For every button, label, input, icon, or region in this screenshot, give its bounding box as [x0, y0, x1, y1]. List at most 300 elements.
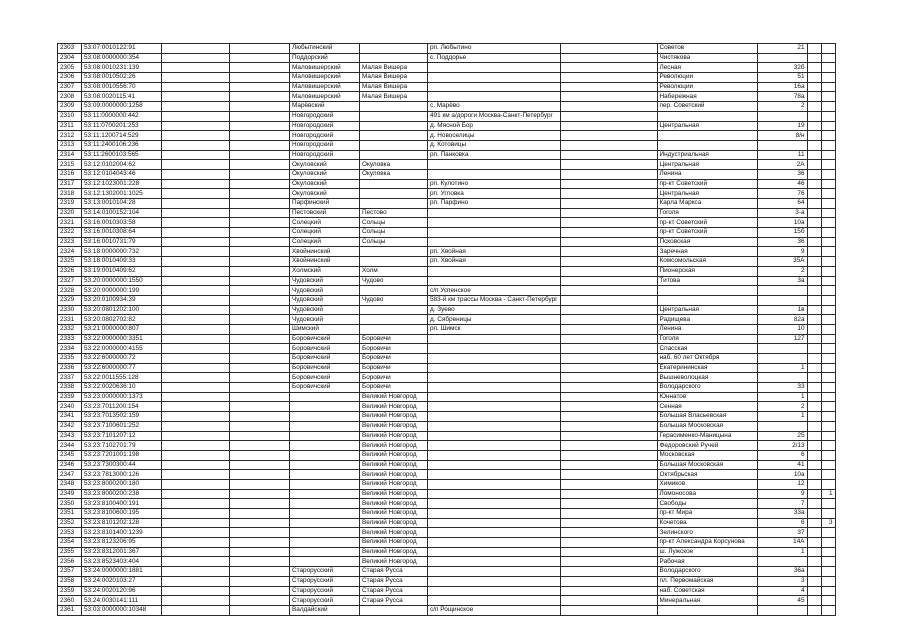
city-cell — [360, 111, 428, 121]
city-cell: Малая Вишера — [360, 92, 428, 102]
extra-cell — [821, 247, 835, 257]
table-row — [58, 295, 836, 305]
row-number-cell: 2354 — [58, 538, 82, 548]
extra-cell — [807, 169, 821, 179]
table-row — [58, 596, 836, 606]
district-cell: Новгородский — [290, 131, 360, 141]
city-cell: Боровичи — [360, 363, 428, 373]
extra-cell — [807, 92, 821, 102]
district-cell: Чудовский — [290, 305, 360, 315]
street-cell: Чистякова — [657, 53, 757, 63]
blank-cell — [560, 92, 657, 102]
settlement-cell — [428, 218, 561, 228]
extra-cell — [807, 586, 821, 596]
table-row — [58, 383, 836, 393]
row-number-cell: 2357 — [58, 567, 82, 577]
district-cell: Чудовский — [290, 315, 360, 325]
row-number-cell: 2328 — [58, 286, 82, 296]
table-row — [58, 150, 836, 160]
row-number-cell: 2342 — [58, 421, 82, 431]
street-cell: Екатерининская — [657, 363, 757, 373]
extra-cell — [821, 334, 835, 344]
street-cell — [657, 131, 757, 141]
district-cell: Новгородский — [290, 111, 360, 121]
district-cell — [290, 392, 360, 402]
blank-cell — [560, 102, 657, 112]
blank-cell — [162, 131, 230, 141]
street-cell — [657, 286, 757, 296]
street-cell: Октябрьская — [657, 470, 757, 480]
street-cell: Спасская — [657, 344, 757, 354]
extra-cell — [807, 121, 821, 131]
blank-cell — [560, 354, 657, 364]
cadastral-number-cell: 53:23:8312001:367 — [82, 547, 162, 557]
cadastral-number-cell: 53:20:0801202:100 — [82, 305, 162, 315]
extra-cell — [807, 596, 821, 606]
table-row — [58, 121, 836, 131]
row-number-cell: 2330 — [58, 305, 82, 315]
table-row — [58, 131, 836, 141]
blank-cell — [560, 460, 657, 470]
city-cell — [360, 121, 428, 131]
cadastral-number-cell: 53:08:0010502:26 — [82, 73, 162, 83]
district-cell — [290, 509, 360, 519]
blank-cell — [230, 567, 290, 577]
row-number-cell: 2317 — [58, 179, 82, 189]
blank-cell — [162, 412, 230, 422]
cadastral-number-cell: 53:11:0700201:253 — [82, 121, 162, 131]
district-cell: Старорусский — [290, 596, 360, 606]
house-number-cell: 46 — [757, 179, 807, 189]
extra-cell — [821, 131, 835, 141]
city-cell — [360, 257, 428, 267]
table-row — [58, 53, 836, 63]
extra-cell — [807, 431, 821, 441]
blank-cell — [560, 479, 657, 489]
house-number-cell: 35А — [757, 257, 807, 267]
blank-cell — [162, 528, 230, 538]
blank-cell — [230, 412, 290, 422]
blank-cell — [560, 324, 657, 334]
district-cell: Поддорский — [290, 53, 360, 63]
row-number-cell: 2310 — [58, 111, 82, 121]
cadastral-number-cell: 53:23:7011200:154 — [82, 402, 162, 412]
blank-cell — [230, 605, 290, 615]
house-number-cell: 127 — [757, 334, 807, 344]
table-row — [58, 499, 836, 509]
extra-cell — [807, 412, 821, 422]
table-row — [58, 363, 836, 373]
settlement-cell — [428, 402, 561, 412]
blank-cell — [230, 140, 290, 150]
blank-cell — [230, 383, 290, 393]
blank-cell — [230, 441, 290, 451]
cadastral-number-cell: 53:14:0100152:104 — [82, 208, 162, 218]
cadastral-number-cell: 53:23:8100600:195 — [82, 509, 162, 519]
settlement-cell — [428, 73, 561, 83]
row-number-cell: 2327 — [58, 276, 82, 286]
city-cell: Великий Новгород — [360, 441, 428, 451]
blank-cell — [162, 189, 230, 199]
blank-cell — [230, 169, 290, 179]
blank-cell — [162, 295, 230, 305]
extra-cell — [807, 247, 821, 257]
row-number-cell: 2338 — [58, 383, 82, 393]
cadastral-number-cell: 53:24:0020120:96 — [82, 586, 162, 596]
settlement-cell — [428, 237, 561, 247]
row-number-cell: 2303 — [58, 44, 82, 54]
extra-cell — [821, 315, 835, 325]
extra-cell — [821, 286, 835, 296]
table-row — [58, 576, 836, 586]
blank-cell — [230, 247, 290, 257]
blank-cell — [162, 150, 230, 160]
district-cell: Маловишерский — [290, 73, 360, 83]
street-cell: Герасименко-Маницына — [657, 431, 757, 441]
settlement-cell — [428, 63, 561, 73]
cadastral-number-cell: 53:08:0010556:70 — [82, 82, 162, 92]
blank-cell — [230, 150, 290, 160]
table-row — [58, 421, 836, 431]
cadastral-number-cell: 53:24:0020103:27 — [82, 576, 162, 586]
house-number-cell: 12 — [757, 479, 807, 489]
settlement-cell — [428, 383, 561, 393]
cadastral-number-cell: 53:23:8000200:238 — [82, 489, 162, 499]
table-row — [58, 218, 836, 228]
settlement-cell — [428, 470, 561, 480]
extra-cell — [807, 218, 821, 228]
city-cell: Старая Русса — [360, 567, 428, 577]
blank-cell — [560, 266, 657, 276]
blank-cell — [230, 518, 290, 528]
street-cell: пер. Советский — [657, 102, 757, 112]
street-cell: пл. Первомайская — [657, 576, 757, 586]
city-cell: Боровичи — [360, 354, 428, 364]
row-number-cell: 2356 — [58, 557, 82, 567]
table-row — [58, 111, 836, 121]
blank-cell — [162, 596, 230, 606]
city-cell: Великий Новгород — [360, 460, 428, 470]
district-cell — [290, 499, 360, 509]
extra-cell — [807, 441, 821, 451]
city-cell: Окуловка — [360, 169, 428, 179]
blank-cell — [162, 363, 230, 373]
extra-cell — [807, 528, 821, 538]
table-row — [58, 189, 836, 199]
blank-cell — [560, 402, 657, 412]
row-number-cell: 2316 — [58, 169, 82, 179]
blank-cell — [162, 44, 230, 54]
city-cell: Великий Новгород — [360, 528, 428, 538]
house-number-cell: 3а — [757, 276, 807, 286]
city-cell: Великий Новгород — [360, 402, 428, 412]
cadastral-number-cell: 53:19:0010409:62 — [82, 266, 162, 276]
blank-cell — [162, 373, 230, 383]
row-number-cell: 2333 — [58, 334, 82, 344]
house-number-cell — [757, 354, 807, 364]
row-number-cell: 2334 — [58, 344, 82, 354]
house-number-cell: 14А — [757, 538, 807, 548]
house-number-cell: 4 — [757, 586, 807, 596]
settlement-cell — [428, 344, 561, 354]
district-cell: Окуловский — [290, 189, 360, 199]
house-number-cell — [757, 605, 807, 615]
extra-cell — [807, 354, 821, 364]
district-cell: Боровичский — [290, 354, 360, 364]
extra-cell — [821, 460, 835, 470]
settlement-cell — [428, 392, 561, 402]
city-cell — [360, 150, 428, 160]
district-cell — [290, 557, 360, 567]
blank-cell — [162, 237, 230, 247]
blank-cell — [560, 53, 657, 63]
row-number-cell: 2337 — [58, 373, 82, 383]
table-row — [58, 228, 836, 238]
street-cell: Вышневолоцкая — [657, 373, 757, 383]
row-number-cell: 2332 — [58, 324, 82, 334]
extra-cell — [821, 92, 835, 102]
blank-cell — [230, 509, 290, 519]
extra-cell — [807, 557, 821, 567]
settlement-cell: рп. Панковка — [428, 150, 561, 160]
street-cell: Набережная — [657, 92, 757, 102]
district-cell — [290, 547, 360, 557]
extra-cell — [807, 547, 821, 557]
row-number-cell: 2347 — [58, 470, 82, 480]
house-number-cell: 33а — [757, 509, 807, 519]
blank-cell — [162, 73, 230, 83]
settlement-cell — [428, 363, 561, 373]
city-cell — [360, 102, 428, 112]
house-number-cell — [757, 140, 807, 150]
extra-cell — [807, 102, 821, 112]
street-cell: Зелинского — [657, 528, 757, 538]
blank-cell — [560, 450, 657, 460]
settlement-cell: д. Новоселицы — [428, 131, 561, 141]
street-cell: Центральная — [657, 305, 757, 315]
extra-cell — [821, 576, 835, 586]
blank-cell — [230, 470, 290, 480]
settlement-cell: рп. Угловка — [428, 189, 561, 199]
blank-cell — [230, 102, 290, 112]
cadastral-number-cell: 53:23:7102701:79 — [82, 441, 162, 451]
street-cell — [657, 605, 757, 615]
blank-cell — [162, 402, 230, 412]
settlement-cell — [428, 92, 561, 102]
table-row — [58, 199, 836, 209]
extra-cell — [821, 276, 835, 286]
extra-cell — [807, 131, 821, 141]
street-cell: Большая Московская — [657, 421, 757, 431]
street-cell: Лесная — [657, 63, 757, 73]
extra-cell — [821, 509, 835, 519]
table-row — [58, 334, 836, 344]
row-number-cell: 2345 — [58, 450, 82, 460]
extra-cell — [821, 189, 835, 199]
house-number-cell — [757, 557, 807, 567]
district-cell: Боровичский — [290, 363, 360, 373]
cadastral-number-cell: 53:23:7100601:252 — [82, 421, 162, 431]
blank-cell — [162, 441, 230, 451]
city-cell: Великий Новгород — [360, 421, 428, 431]
street-cell: Карла Маркса — [657, 199, 757, 209]
district-cell — [290, 518, 360, 528]
row-number-cell: 2321 — [58, 218, 82, 228]
district-cell: Новгородский — [290, 150, 360, 160]
cadastral-number-cell: 53:16:0010303:58 — [82, 218, 162, 228]
cadastral-number-cell: 53:08:0020115:41 — [82, 92, 162, 102]
blank-cell — [162, 518, 230, 528]
city-cell: Великий Новгород — [360, 509, 428, 519]
table-row — [58, 450, 836, 460]
house-number-cell: 15б — [757, 228, 807, 238]
cadastral-number-cell: 53:09:0000000:1258 — [82, 102, 162, 112]
cadastral-number-cell: 53:23:0000000:1373 — [82, 392, 162, 402]
settlement-cell — [428, 266, 561, 276]
cadastral-number-cell: 53:22:0000000:3351 — [82, 334, 162, 344]
table-row — [58, 92, 836, 102]
extra-cell — [807, 324, 821, 334]
blank-cell — [230, 596, 290, 606]
table-row — [58, 373, 836, 383]
blank-cell — [560, 315, 657, 325]
extra-cell — [821, 470, 835, 480]
cadastral-number-cell: 53:23:8100400:191 — [82, 499, 162, 509]
extra-cell — [807, 576, 821, 586]
street-cell: наб. 60 лет Октября — [657, 354, 757, 364]
table-row — [58, 557, 836, 567]
blank-cell — [560, 189, 657, 199]
settlement-cell — [428, 441, 561, 451]
cadastral-number-cell: 53:11:1200714:529 — [82, 131, 162, 141]
blank-cell — [560, 334, 657, 344]
city-cell: Великий Новгород — [360, 499, 428, 509]
house-number-cell: 36а — [757, 567, 807, 577]
cadastral-number-cell: 53:23:7813000:126 — [82, 470, 162, 480]
settlement-cell: рп. Любытино — [428, 44, 561, 54]
blank-cell — [560, 218, 657, 228]
row-number-cell: 2304 — [58, 53, 82, 63]
row-number-cell: 2361 — [58, 605, 82, 615]
city-cell — [360, 286, 428, 296]
extra-cell — [821, 73, 835, 83]
table-row — [58, 160, 836, 170]
blank-cell — [230, 295, 290, 305]
blank-cell — [162, 421, 230, 431]
street-cell: Радищева — [657, 315, 757, 325]
blank-cell — [162, 179, 230, 189]
blank-cell — [560, 586, 657, 596]
extra-cell — [807, 305, 821, 315]
blank-cell — [560, 363, 657, 373]
row-number-cell: 2306 — [58, 73, 82, 83]
blank-cell — [560, 247, 657, 257]
house-number-cell — [757, 344, 807, 354]
house-number-cell: 2 — [757, 402, 807, 412]
house-number-cell: 6 — [757, 450, 807, 460]
city-cell: Боровичи — [360, 334, 428, 344]
row-number-cell: 2351 — [58, 509, 82, 519]
blank-cell — [560, 111, 657, 121]
street-cell: Ленина — [657, 324, 757, 334]
blank-cell — [560, 286, 657, 296]
district-cell: Парфинский — [290, 199, 360, 209]
house-number-cell: 10а — [757, 470, 807, 480]
district-cell: Маловишерский — [290, 63, 360, 73]
row-number-cell: 2312 — [58, 131, 82, 141]
row-number-cell: 2326 — [58, 266, 82, 276]
city-cell: Великий Новгород — [360, 538, 428, 548]
settlement-cell — [428, 547, 561, 557]
blank-cell — [230, 499, 290, 509]
blank-cell — [560, 73, 657, 83]
city-cell — [360, 199, 428, 209]
house-number-cell: 2А — [757, 160, 807, 170]
city-cell: Боровичи — [360, 373, 428, 383]
street-cell: Кочетова — [657, 518, 757, 528]
row-number-cell: 2355 — [58, 547, 82, 557]
house-number-cell: 16а — [757, 82, 807, 92]
extra-cell — [821, 208, 835, 218]
blank-cell — [162, 460, 230, 470]
street-cell: Минеральная — [657, 596, 757, 606]
blank-cell — [230, 92, 290, 102]
blank-cell — [560, 121, 657, 131]
district-cell — [290, 460, 360, 470]
cadastral-number-cell: 53:12:0104043:46 — [82, 169, 162, 179]
district-cell: Хвойнинский — [290, 247, 360, 257]
street-cell: Гоголя — [657, 208, 757, 218]
blank-cell — [560, 305, 657, 315]
table-row — [58, 538, 836, 548]
house-number-cell — [757, 295, 807, 305]
blank-cell — [560, 208, 657, 218]
street-cell: Революции — [657, 82, 757, 92]
blank-cell — [162, 228, 230, 238]
row-number-cell: 2319 — [58, 199, 82, 209]
street-cell — [657, 295, 757, 305]
city-cell: Боровичи — [360, 344, 428, 354]
extra-cell — [807, 199, 821, 209]
settlement-cell — [428, 334, 561, 344]
blank-cell — [230, 450, 290, 460]
row-number-cell: 2349 — [58, 489, 82, 499]
blank-cell — [162, 383, 230, 393]
blank-cell — [162, 121, 230, 131]
blank-cell — [560, 528, 657, 538]
street-cell: Гоголя — [657, 334, 757, 344]
blank-cell — [560, 499, 657, 509]
blank-cell — [560, 199, 657, 209]
table-row — [58, 470, 836, 480]
row-number-cell: 2320 — [58, 208, 82, 218]
row-number-cell: 2346 — [58, 460, 82, 470]
cadastral-number-cell: 53:11:2400106:236 — [82, 140, 162, 150]
blank-cell — [560, 547, 657, 557]
extra-cell — [807, 315, 821, 325]
row-number-cell: 2315 — [58, 160, 82, 170]
settlement-cell — [428, 373, 561, 383]
blank-cell — [162, 547, 230, 557]
cadastral-number-cell: 53:23:8000200:180 — [82, 479, 162, 489]
blank-cell — [162, 53, 230, 63]
extra-cell — [821, 169, 835, 179]
settlement-cell — [428, 538, 561, 548]
blank-cell — [560, 179, 657, 189]
blank-cell — [162, 169, 230, 179]
table-row — [58, 237, 836, 247]
extra-cell — [807, 489, 821, 499]
